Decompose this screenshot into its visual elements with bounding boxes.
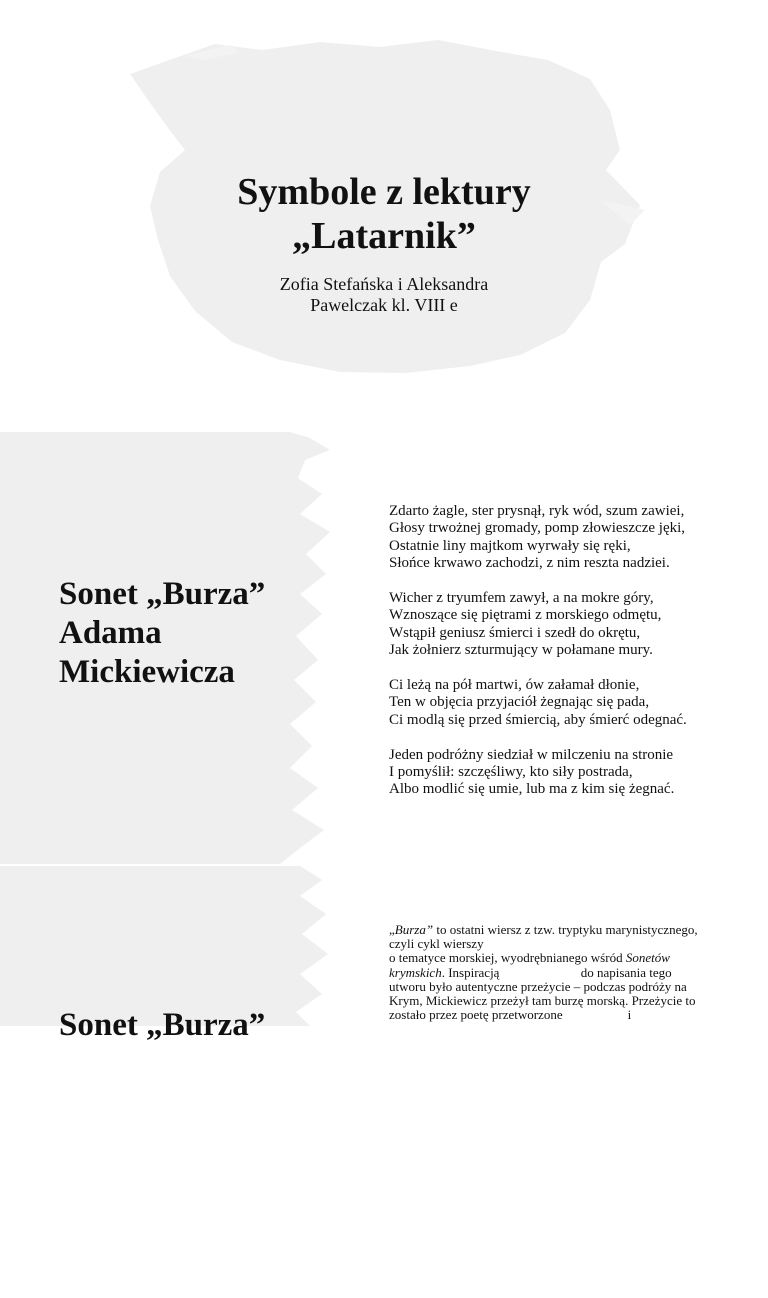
page-title: Symbole z lektury „Latarnik”	[237, 171, 531, 257]
description-text-segment: o tematyce morskiej, wyodrębnianego wśród	[389, 950, 626, 966]
poem-stanza-1: Zdarto żagle, ster prysnął, ryk wód, szum zawiei, Głosy trwożnej gromady, pomp złowieszcze jęki, Ostatnie liny majtkom wyrwały się ręki, Słońce krwawo zachodzi, z nim reszta nadziei.	[389, 503, 686, 572]
poem-stanza-4: Jeden podróżny siedział w milczeniu na stronie I pomyślił: szczęśliwy, kto siły postrada, Albo modlić się umie, lub ma z kim się żegnać.	[389, 746, 675, 798]
poem-text	[389, 503, 759, 816]
title-slide	[0, 0, 768, 432]
description-slide	[0, 866, 768, 1298]
description-heading: Sonet „Burza”	[59, 1007, 266, 1043]
description-text-segment: . Inspiracją do napisania tego	[441, 964, 672, 980]
poem-stanza-3: Ci leżą na pół martwi, ów załamał dłonie, Ten w objęcia przyjaciół żegnając się pada, Ci modlą się przed śmiercią, aby śmierć odegnać.	[389, 677, 687, 728]
description-text	[389, 923, 714, 1022]
description-line-4	[389, 966, 714, 980]
quote-mark: „	[389, 922, 395, 937]
poem-heading: Sonet „Burza” Adama Mickiewicza	[59, 576, 266, 690]
description-line-6: Krym, Mickiewicz przeżył tam burzę morską. Przeżycie to	[389, 993, 696, 1009]
description-line-3	[389, 951, 714, 965]
description-line-5: utworu było autentyczne przeżycie – podczas podróży na	[389, 978, 687, 994]
description-text-segment: to ostatni wiersz z tzw. tryptyku marynistycznego,	[433, 922, 698, 937]
poem-slide	[0, 432, 768, 864]
description-line-2: czyli cykl wierszy	[389, 936, 484, 952]
description-line-7: zostało przez poetę przetworzone i	[389, 1007, 632, 1023]
authors-subtitle: Zofia Stefańska i Aleksandra Pawelczak kl. VIII e	[279, 274, 489, 315]
poem-title-italic: Burza”	[394, 922, 434, 937]
sonnets-title-italic: krymskich	[389, 964, 442, 980]
sonnets-title-italic: Sonetów	[625, 950, 670, 966]
poem-stanza-2: Wicher z tryumfem zawył, a na mokre góry, Wznoszące się piętrami z morskiego odmętu, Wstąpił geniusz śmierci i szedł do okrętu, Jak żołnierz szturmujący w połamane mury.	[389, 590, 662, 659]
description-line-1	[389, 923, 714, 937]
